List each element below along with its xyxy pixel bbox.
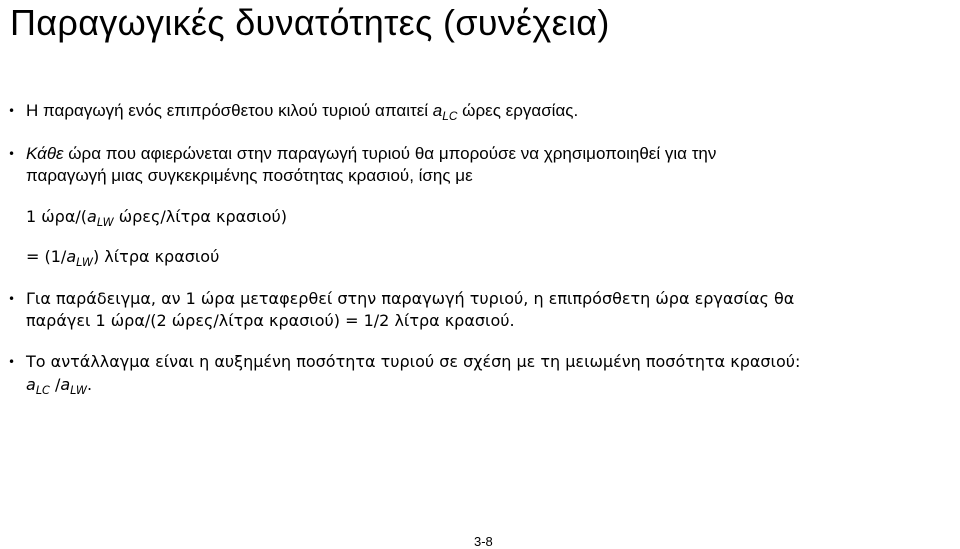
bullet-icon: • <box>8 355 16 369</box>
bullet-icon: • <box>8 292 16 306</box>
formula-2-part-a: = (1/ <box>26 247 67 266</box>
bullet-3-line-1: Για παράδειγμα, αν 1 ώρα μεταφερθεί στην παραγωγή τυριού, η επιπρόσθετη ώρα εργασίας θα <box>26 289 795 308</box>
bullet-1-subscript: LC <box>442 109 458 123</box>
formula-1-part-b: ώρες/λίτρα κρασιού) <box>113 207 288 226</box>
bullet-4-variable-2: a <box>60 375 71 394</box>
formula-1-part-a: 1 ώρα/( <box>26 207 87 226</box>
bullet-icon: • <box>8 104 16 118</box>
formula-2-part-b: ) λίτρα κρασιού <box>92 247 220 266</box>
bullet-1-text-b: ώρες εργασίας. <box>457 101 579 120</box>
formula-2-subscript: LW <box>76 256 93 269</box>
formula-1-variable: a <box>87 207 97 226</box>
bullet-2-line-1 <box>26 144 716 164</box>
page-number: 3-8 <box>474 534 493 549</box>
bullet-4-subscript-2: LW <box>70 384 87 397</box>
bullet-1-text <box>26 101 578 121</box>
bullet-2-formula-2 <box>26 247 219 267</box>
bullet-1-text-a: Η παραγωγή ενός επιπρόσθετου κιλού τυριού απαιτεί <box>26 101 433 120</box>
formula-2-variable: a <box>66 247 77 266</box>
bullet-4-line-1: Το αντάλλαγμα είναι η αυξημένη ποσότητα τυριού σε σχέση με τη μειωμένη ποσότητα κρασιού: <box>26 352 801 371</box>
bullet-2-line-1-rest: ώρα που αφιερώνεται στην παραγωγή τυριού θα μπορούσε να χρησιμοποιηθεί για την <box>63 144 717 163</box>
bullet-2-line-2: παραγωγή μιας συγκεκριμένης ποσότητας κρασιού, ίσης με <box>26 166 473 185</box>
bullet-3-line-2: παράγει 1 ώρα/(2 ώρες/λίτρα κρασιού) = 1/2 λίτρα κρασιού. <box>26 311 515 330</box>
bullet-2-formula-1 <box>26 207 287 227</box>
slide-title: Παραγωγικές δυνατότητες (συνέχεια) <box>10 2 610 43</box>
bullet-1-variable: a <box>432 101 443 120</box>
bullet-4-slash: / <box>49 375 61 394</box>
bullet-4-subscript-1: LC <box>35 384 50 397</box>
bullet-4-end: . <box>87 375 93 394</box>
formula-1-subscript: LW <box>96 216 114 229</box>
bullet-4-line-2 <box>26 375 92 395</box>
bullet-4-variable-1: a <box>26 375 36 394</box>
bullet-2-italic-word: Κάθε <box>26 144 64 163</box>
bullet-icon: • <box>8 147 16 161</box>
